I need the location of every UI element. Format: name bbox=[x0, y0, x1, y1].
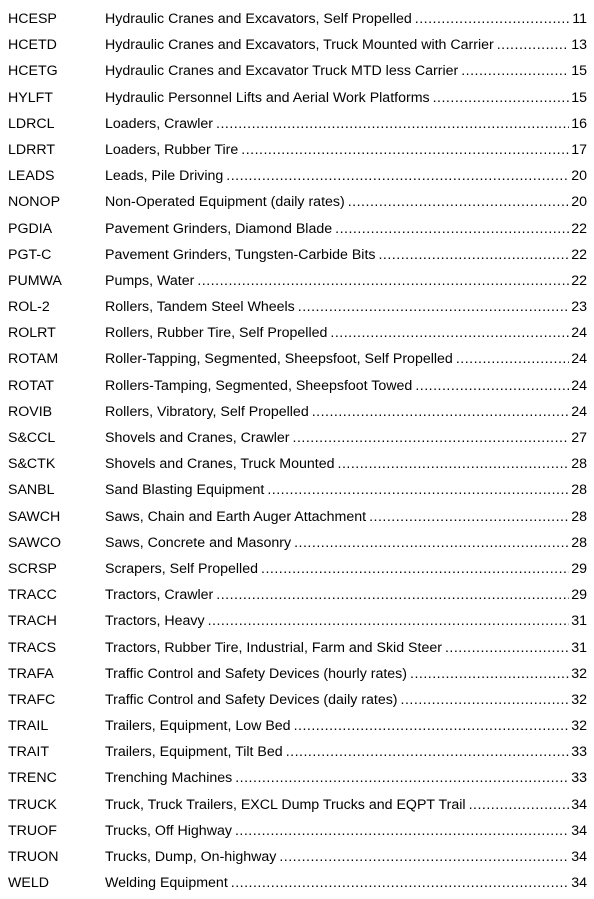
toc-entry bbox=[105, 688, 587, 712]
toc-entry bbox=[105, 269, 587, 293]
equipment-title: Pumps, Water bbox=[105, 272, 195, 289]
equipment-code: PUMWA bbox=[8, 272, 62, 289]
toc-row bbox=[0, 112, 594, 138]
dot-leader bbox=[401, 688, 570, 712]
dot-leader bbox=[235, 819, 569, 843]
dot-leader bbox=[261, 557, 569, 581]
equipment-code: ROTAM bbox=[8, 351, 59, 368]
page-number: 28 bbox=[571, 456, 587, 473]
toc-row bbox=[0, 583, 594, 609]
page-number: 17 bbox=[571, 141, 587, 158]
page-number: 34 bbox=[571, 875, 587, 892]
page-number: 31 bbox=[571, 613, 587, 630]
equipment-code: HYLFT bbox=[8, 89, 53, 106]
equipment-code: WELD bbox=[8, 875, 49, 892]
page-number: 13 bbox=[571, 37, 587, 54]
toc-row bbox=[0, 531, 594, 557]
page-number: 23 bbox=[571, 299, 587, 316]
page-number: 32 bbox=[571, 691, 587, 708]
equipment-title: Tractors, Heavy bbox=[105, 613, 205, 630]
equipment-code: HCETD bbox=[8, 37, 57, 54]
toc-entry bbox=[105, 426, 587, 450]
toc-row bbox=[0, 33, 594, 59]
dot-leader bbox=[312, 400, 570, 424]
toc-entry bbox=[105, 531, 587, 555]
toc-row bbox=[0, 766, 594, 792]
page-number: 15 bbox=[571, 63, 587, 80]
equipment-code: SAWCH bbox=[8, 508, 61, 525]
toc-entry bbox=[105, 59, 587, 83]
equipment-title: Welding Equipment bbox=[105, 875, 228, 892]
toc-row bbox=[0, 636, 594, 662]
toc-row bbox=[0, 478, 594, 504]
dot-leader bbox=[415, 374, 569, 398]
page-number: 28 bbox=[571, 508, 587, 525]
equipment-code: TRAIL bbox=[8, 718, 49, 735]
toc-entry bbox=[105, 217, 587, 241]
toc-row bbox=[0, 243, 594, 269]
toc-entry bbox=[105, 609, 587, 633]
equipment-code: LEADS bbox=[8, 168, 55, 185]
toc-row bbox=[0, 400, 594, 426]
toc-entry bbox=[105, 7, 587, 31]
equipment-title: Hydraulic Cranes and Excavator Truck MTD less Carrier bbox=[105, 63, 459, 80]
equipment-code: TRAFC bbox=[8, 691, 56, 708]
page-number: 24 bbox=[571, 325, 587, 342]
page-number: 28 bbox=[571, 534, 587, 551]
dot-leader bbox=[279, 845, 569, 869]
equipment-title: Rollers, Tandem Steel Wheels bbox=[105, 299, 295, 316]
toc-row bbox=[0, 86, 594, 112]
toc-row bbox=[0, 190, 594, 216]
table-of-contents bbox=[0, 7, 594, 897]
equipment-title: Trailers, Equipment, Tilt Bed bbox=[105, 744, 283, 761]
dot-leader bbox=[348, 190, 569, 214]
equipment-title: Truck, Truck Trailers, EXCL Dump Trucks and EQPT Trail bbox=[105, 796, 466, 813]
dot-leader bbox=[378, 243, 569, 267]
dot-leader bbox=[286, 740, 570, 764]
page-number: 22 bbox=[571, 246, 587, 263]
toc-row bbox=[0, 374, 594, 400]
page-number: 20 bbox=[571, 168, 587, 185]
equipment-title: Leads, Pile Driving bbox=[105, 168, 224, 185]
page-number: 27 bbox=[571, 430, 587, 446]
toc-entry bbox=[105, 478, 587, 502]
dot-leader bbox=[293, 426, 570, 450]
dot-leader bbox=[330, 321, 569, 345]
equipment-title: Shovels and Cranes, Crawler bbox=[105, 430, 290, 446]
dot-leader bbox=[226, 164, 569, 188]
equipment-title: Trucks, Dump, On-highway bbox=[105, 849, 277, 865]
toc-entry bbox=[105, 374, 587, 398]
toc-row bbox=[0, 269, 594, 295]
toc-row bbox=[0, 138, 594, 164]
equipment-title: Loaders, Rubber Tire bbox=[105, 141, 239, 158]
dot-leader bbox=[415, 7, 571, 31]
equipment-code: TRACS bbox=[8, 639, 57, 656]
equipment-title: Rollers, Vibratory, Self Propelled bbox=[105, 403, 309, 420]
toc-row bbox=[0, 740, 594, 766]
dot-leader bbox=[267, 478, 569, 502]
equipment-code: SAWCO bbox=[8, 534, 62, 551]
toc-row bbox=[0, 819, 594, 845]
dot-leader bbox=[410, 662, 569, 686]
toc-row bbox=[0, 609, 594, 635]
dot-leader bbox=[338, 452, 570, 476]
dot-leader bbox=[369, 505, 569, 529]
toc-row bbox=[0, 7, 594, 33]
toc-row bbox=[0, 452, 594, 478]
page-number: 16 bbox=[571, 115, 587, 132]
dot-leader bbox=[216, 583, 569, 607]
toc-entry bbox=[105, 845, 587, 869]
equipment-title: Trailers, Equipment, Low Bed bbox=[105, 718, 291, 735]
equipment-title: Sand Blasting Equipment bbox=[105, 482, 265, 499]
toc-row bbox=[0, 793, 594, 819]
dot-leader bbox=[445, 636, 569, 660]
page-number: 33 bbox=[571, 744, 587, 761]
toc-row bbox=[0, 871, 594, 897]
equipment-code: TRACH bbox=[8, 613, 57, 630]
dot-leader bbox=[208, 609, 570, 633]
dot-leader bbox=[433, 86, 570, 110]
dot-leader bbox=[461, 59, 569, 83]
toc-row bbox=[0, 59, 594, 85]
equipment-code: ROLRT bbox=[8, 325, 56, 342]
equipment-title: Loaders, Crawler bbox=[105, 115, 214, 132]
toc-entry bbox=[105, 321, 587, 345]
page-number: 34 bbox=[571, 849, 587, 865]
toc-row bbox=[0, 347, 594, 373]
page-number: 28 bbox=[571, 482, 587, 499]
toc-entry bbox=[105, 164, 587, 188]
equipment-title: Scrapers, Self Propelled bbox=[105, 560, 258, 577]
equipment-title: Tractors, Rubber Tire, Industrial, Farm and Skid Steer bbox=[105, 639, 442, 656]
equipment-code: ROVIB bbox=[8, 403, 53, 420]
equipment-code: TRUOF bbox=[8, 822, 57, 839]
toc-row bbox=[0, 321, 594, 347]
toc-entry bbox=[105, 347, 587, 371]
toc-entry bbox=[105, 243, 587, 267]
equipment-code: TRAIT bbox=[8, 744, 49, 761]
equipment-title: Hydraulic Personnel Lifts and Aerial Work Platforms bbox=[105, 89, 430, 106]
toc-entry bbox=[105, 138, 587, 162]
toc-entry bbox=[105, 295, 587, 319]
toc-row bbox=[0, 714, 594, 740]
page-number: 33 bbox=[571, 770, 587, 787]
dot-leader bbox=[469, 793, 570, 817]
toc-entry bbox=[105, 505, 587, 529]
page-number: 22 bbox=[571, 272, 587, 289]
toc-entry bbox=[105, 112, 587, 136]
equipment-title: Tractors, Crawler bbox=[105, 587, 214, 604]
toc-entry bbox=[105, 400, 587, 424]
equipment-code: ROL-2 bbox=[8, 299, 50, 316]
toc-row bbox=[0, 295, 594, 321]
equipment-title: Saws, Chain and Earth Auger Attachment bbox=[105, 508, 367, 525]
equipment-code: S&CTK bbox=[8, 456, 56, 473]
page-number: 29 bbox=[571, 587, 587, 604]
equipment-code: HCESP bbox=[8, 11, 57, 27]
page-number: 34 bbox=[571, 822, 587, 839]
dot-leader bbox=[241, 138, 569, 162]
equipment-code: NONOP bbox=[8, 194, 61, 211]
equipment-title: Traffic Control and Safety Devices (hourly rates) bbox=[105, 665, 407, 682]
equipment-title: Rollers, Rubber Tire, Self Propelled bbox=[105, 325, 328, 342]
equipment-title: Hydraulic Cranes and Excavators, Truck Mounted with Carrier bbox=[105, 37, 494, 54]
dot-leader bbox=[216, 112, 569, 136]
equipment-title: Non-Operated Equipment (daily rates) bbox=[105, 194, 345, 211]
page-number: 22 bbox=[571, 220, 587, 237]
toc-row bbox=[0, 557, 594, 583]
page-number: 24 bbox=[571, 403, 587, 420]
toc-entry bbox=[105, 452, 587, 476]
dot-leader bbox=[294, 531, 569, 555]
equipment-code: SCRSP bbox=[8, 560, 57, 577]
equipment-code: ROTAT bbox=[8, 377, 54, 394]
toc-entry bbox=[105, 766, 587, 790]
equipment-title: Roller-Tapping, Segmented, Sheepsfoot, Self Propelled bbox=[105, 351, 453, 368]
equipment-code: TRUCK bbox=[8, 796, 57, 813]
equipment-code: SANBL bbox=[8, 482, 55, 499]
toc-row bbox=[0, 845, 594, 871]
equipment-code: S&CCL bbox=[8, 430, 56, 446]
equipment-code: PGDIA bbox=[8, 220, 53, 237]
equipment-code: TRACC bbox=[8, 587, 57, 604]
equipment-title: Pavement Grinders, Diamond Blade bbox=[105, 220, 333, 237]
toc-row bbox=[0, 688, 594, 714]
toc-row bbox=[0, 505, 594, 531]
dot-leader bbox=[197, 269, 569, 293]
equipment-code: HCETG bbox=[8, 63, 58, 80]
toc-row bbox=[0, 217, 594, 243]
page-number: 29 bbox=[571, 560, 587, 577]
equipment-title: Pavement Grinders, Tungsten-Carbide Bits bbox=[105, 246, 376, 263]
equipment-title: Shovels and Cranes, Truck Mounted bbox=[105, 456, 335, 473]
page-number: 24 bbox=[571, 351, 587, 368]
dot-leader bbox=[335, 217, 569, 241]
page-number: 32 bbox=[571, 665, 587, 682]
equipment-code: TRENC bbox=[8, 770, 57, 787]
equipment-title: Saws, Concrete and Masonry bbox=[105, 534, 292, 551]
dot-leader bbox=[456, 347, 569, 371]
page-number: 24 bbox=[571, 377, 587, 394]
toc-row bbox=[0, 662, 594, 688]
page-number: 34 bbox=[571, 796, 587, 813]
toc-entry bbox=[105, 793, 587, 817]
toc-entry bbox=[105, 819, 587, 843]
toc-row bbox=[0, 426, 594, 452]
dot-leader bbox=[231, 871, 569, 895]
equipment-title: Traffic Control and Safety Devices (daily rates) bbox=[105, 691, 398, 708]
equipment-code: LDRCL bbox=[8, 115, 55, 132]
page-number: 31 bbox=[571, 639, 587, 656]
equipment-title: Trucks, Off Highway bbox=[105, 822, 232, 839]
equipment-code: TRAFA bbox=[8, 665, 54, 682]
page-number: 15 bbox=[571, 89, 587, 106]
dot-leader bbox=[294, 714, 570, 738]
dot-leader bbox=[235, 766, 569, 790]
toc-entry bbox=[105, 190, 587, 214]
page-number: 11 bbox=[572, 11, 587, 27]
toc-entry bbox=[105, 33, 587, 57]
page-number: 32 bbox=[571, 718, 587, 735]
equipment-title: Trenching Machines bbox=[105, 770, 233, 787]
toc-row bbox=[0, 164, 594, 190]
equipment-title: Hydraulic Cranes and Excavators, Self Propelled bbox=[105, 11, 412, 27]
equipment-code: PGT-C bbox=[8, 246, 52, 263]
dot-leader bbox=[497, 33, 569, 57]
toc-entry bbox=[105, 636, 587, 660]
toc-entry bbox=[105, 714, 587, 738]
dot-leader bbox=[298, 295, 569, 319]
toc-entry bbox=[105, 740, 587, 764]
toc-entry bbox=[105, 557, 587, 581]
toc-entry bbox=[105, 86, 587, 110]
equipment-code: LDRRT bbox=[8, 141, 56, 158]
toc-entry bbox=[105, 583, 587, 607]
page-number: 20 bbox=[571, 194, 587, 211]
toc-entry bbox=[105, 662, 587, 686]
equipment-code: TRUON bbox=[8, 849, 59, 865]
equipment-title: Rollers-Tamping, Segmented, Sheepsfoot Towed bbox=[105, 377, 413, 394]
toc-entry bbox=[105, 871, 587, 895]
